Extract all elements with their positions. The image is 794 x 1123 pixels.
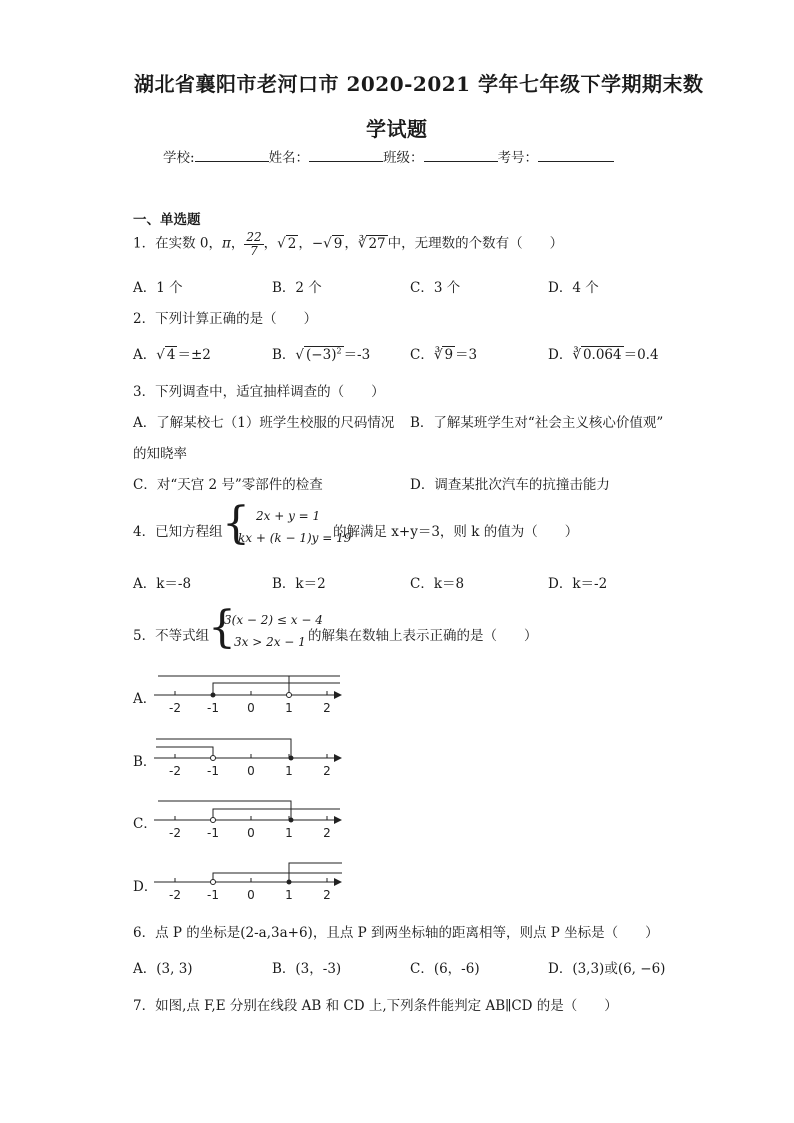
ray-right	[213, 809, 340, 820]
tick-label: -1	[207, 764, 219, 778]
q1-fraction	[244, 231, 263, 257]
class-field[interactable]	[424, 147, 498, 162]
tick-label: -2	[169, 888, 181, 902]
q1-option-c[interactable]: C．3 个	[410, 280, 461, 296]
q2-c-radicand: 9	[444, 347, 454, 363]
arrow-icon	[334, 878, 342, 886]
q2-a-label: A．	[133, 347, 157, 363]
question-6: 6．点 P 的坐标是(2-a,3a+6)，且点 P 到两坐标轴的距离相等，则点 P 坐标是（ ）	[133, 925, 659, 941]
page-title-line1: 湖北省襄阳市老河口市 2020-2021 学年七年级下学期期末数	[134, 72, 704, 96]
q5-eq1: 3(x − 2) ≤ x − 4	[224, 613, 323, 627]
solid-dot	[287, 880, 292, 885]
q3-option-b-cont: 的知晓率	[133, 446, 187, 462]
arrow-icon	[334, 691, 342, 699]
q1-cbrt27: 27	[368, 235, 386, 252]
tick-label: 1	[285, 826, 293, 840]
info-line	[163, 146, 614, 166]
question-1: 1．在实数 0，π， $\frac{22}{7}$ ，√ 2 ，−√ 9 ，∛ 27 中，无理数的个数有（ ）	[133, 230, 564, 258]
tick-label: -2	[169, 826, 181, 840]
q1-frac-den: 7	[250, 243, 258, 258]
q1-pi: π	[221, 235, 231, 252]
tick-label: 1	[285, 701, 293, 715]
hollow-dot	[211, 818, 216, 823]
tick-label: 0	[247, 826, 255, 840]
solid-dot	[211, 693, 216, 698]
name-label: 姓名：	[268, 150, 310, 166]
q4-eq2: kx + (k − 1)y = 19	[238, 531, 352, 545]
q6-option-b[interactable]: B．(3，-3)	[272, 961, 342, 977]
question-7: 7．如图,点 F,E 分别在线段 AB 和 CD 上,下列条件能判定 AB∥CD 的是（ ）	[133, 998, 618, 1014]
tick-label: -1	[207, 826, 219, 840]
school-field[interactable]	[195, 147, 269, 162]
q3-option-b[interactable]: B．了解某班学生对“社会主义核心价值观”	[410, 415, 664, 431]
ray-left	[158, 801, 291, 820]
solid-dot	[289, 756, 294, 761]
q1-option-b[interactable]: B．2 个	[272, 280, 322, 296]
q5-eq2: 3x > 2x − 1	[234, 635, 306, 649]
solid-dot	[289, 818, 294, 823]
q6-option-a[interactable]: A．(3, 3)	[133, 961, 193, 977]
class-label: 班级：	[383, 150, 424, 166]
q2-c-rest: ＝3	[455, 347, 478, 363]
q4-eq1: 2x + y = 1	[256, 509, 321, 523]
q2-b-rest: ＝-3	[343, 347, 371, 363]
q4-prefix: 4．已知方程组	[133, 524, 223, 540]
name-field[interactable]	[309, 147, 383, 162]
page-title-line2: 学试题	[366, 117, 428, 141]
tick-label: 0	[247, 764, 255, 778]
school-label: 学校:	[163, 150, 195, 166]
tick-label: -1	[207, 701, 219, 715]
q5-option-c-label[interactable]: C．	[133, 816, 157, 832]
number-line-d[interactable]	[150, 855, 350, 903]
ray-right	[213, 683, 340, 695]
ray-right	[213, 873, 342, 882]
q4-option-c[interactable]: C．k＝8	[410, 576, 465, 592]
tick-label: 1	[285, 764, 293, 778]
q2-option-b[interactable]: B．√ $(-3)^2 =-3$	[272, 346, 371, 363]
q1-option-a[interactable]: A．1 个	[133, 280, 183, 296]
hollow-dot	[211, 880, 216, 885]
arrow-icon	[334, 754, 342, 762]
q6-option-d[interactable]: D．(3,3)或(6, −6)	[548, 961, 666, 977]
q1-neg: −	[311, 235, 324, 252]
q2-d-rest: ＝0.4	[623, 347, 659, 363]
tick-label: 2	[323, 764, 331, 778]
tick-label: -1	[207, 888, 219, 902]
q5-suffix: 的解集在数轴上表示正确的是（ ）	[308, 628, 538, 644]
question-2: 2．下列计算正确的是（ ）	[133, 311, 318, 327]
q5-prefix: 5．不等式组	[133, 628, 210, 644]
question-3: 3．下列调查中，适宜抽样调查的（ ）	[133, 384, 385, 400]
q5-brace: {	[208, 602, 236, 653]
q3-option-d[interactable]: D．调查某批次汽车的抗撞击能力	[410, 477, 610, 493]
q2-b-radicand: (−3)	[306, 347, 337, 363]
q3-option-c[interactable]: C．对“天宫 2 号”零部件的检查	[133, 477, 323, 493]
q2-a-radicand: 4	[166, 347, 176, 363]
q5-option-a-label[interactable]: A．	[133, 691, 157, 707]
q1-frac-num: 22	[246, 230, 262, 244]
exam-no-label: 考号：	[497, 150, 539, 166]
q1-sqrt9: 9	[333, 235, 343, 252]
q2-b-label: B．	[272, 347, 296, 363]
tick-label: -2	[169, 701, 181, 715]
q4-option-d[interactable]: D．k＝-2	[548, 576, 608, 592]
q1-sqrt2: 2	[287, 235, 297, 252]
q2-b-radical: $(-3)^2$	[306, 346, 342, 363]
q4-brace: {	[222, 498, 250, 549]
q4-option-b[interactable]: B．k＝2	[272, 576, 326, 592]
q2-option-a[interactable]: A．√ 4 ＝±2	[133, 347, 211, 363]
q1-prefix: 1．在实数 0，	[133, 235, 222, 252]
q1-option-d[interactable]: D．4 个	[548, 280, 599, 296]
ray-left-2	[156, 747, 213, 758]
q5-option-b-label[interactable]: B．	[133, 754, 157, 770]
tick-label: -2	[169, 764, 181, 778]
tick-label: 0	[247, 888, 255, 902]
tick-label: 2	[323, 826, 331, 840]
q5-option-d-label[interactable]: D．	[133, 879, 158, 895]
exam-no-field[interactable]	[538, 147, 614, 162]
number-line-b[interactable]	[150, 731, 350, 779]
tick-label: 2	[323, 888, 331, 902]
q2-a-rest: ＝±2	[177, 347, 211, 363]
tick-label: 0	[247, 701, 255, 715]
section-heading: 一、单选题	[133, 212, 201, 228]
q2-d-label: D．	[548, 347, 573, 363]
q2-option-c[interactable]: C．∛ 9 ＝3	[410, 347, 478, 363]
q4-option-a[interactable]: A．k＝-8	[133, 576, 192, 592]
ray-left	[156, 739, 291, 758]
number-line-a[interactable]	[150, 668, 350, 716]
q2-c-label: C．	[410, 347, 434, 363]
tick-label: 2	[323, 701, 331, 715]
q2-d-radicand: 0.064	[582, 347, 622, 363]
arrow-icon	[334, 816, 342, 824]
tick-label: 1	[285, 888, 293, 902]
q4-suffix: 的解满足 x+y＝3，则 k 的值为（ ）	[333, 524, 579, 540]
number-line-c[interactable]	[150, 793, 350, 841]
q6-option-c[interactable]: C．(6，-6)	[410, 961, 480, 977]
q2-option-d[interactable]: D．∛ 0.064 ＝0.4	[548, 347, 659, 363]
hollow-dot	[287, 693, 292, 698]
q1-suffix: 中，无理数的个数有（ ）	[387, 235, 564, 252]
hollow-dot	[211, 756, 216, 761]
q3-option-a[interactable]: A．了解某校七（1）班学生校服的尺码情况	[133, 415, 395, 431]
